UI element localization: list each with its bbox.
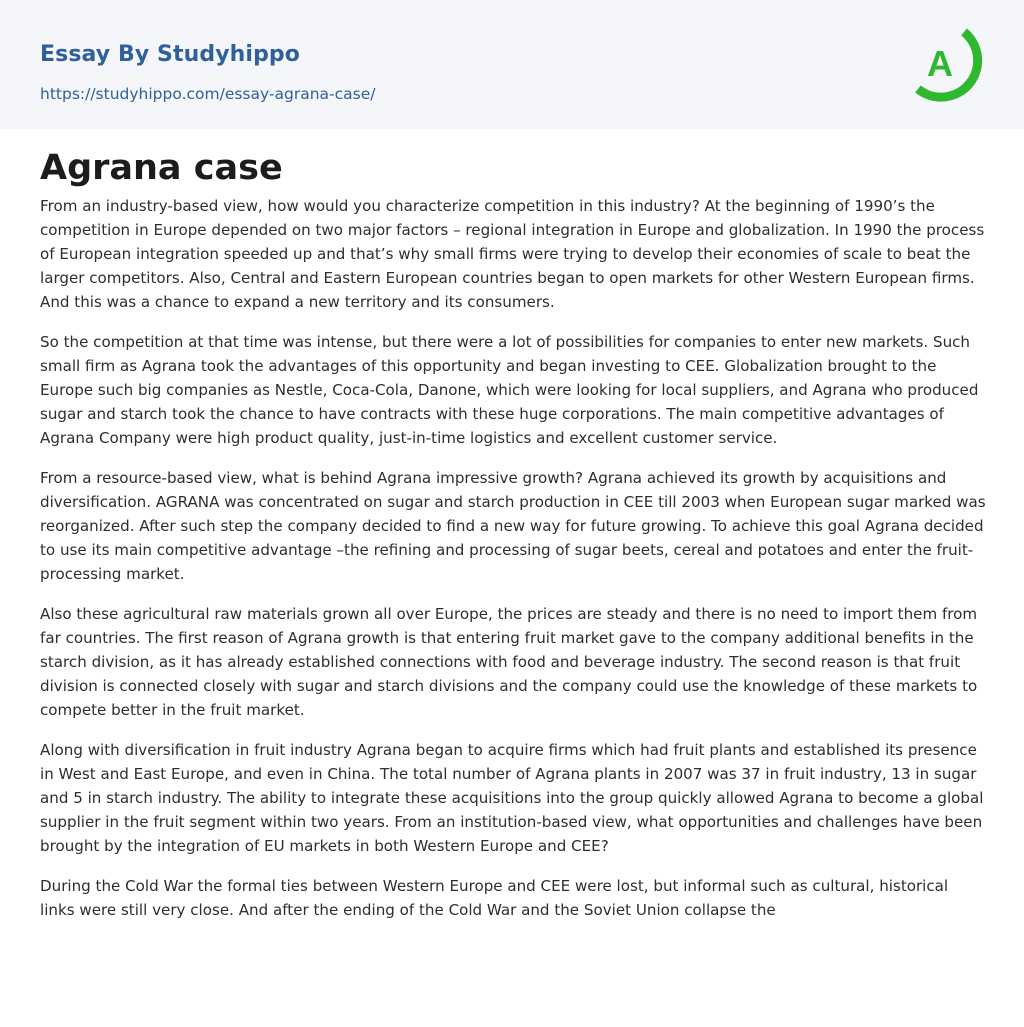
essay-body (40, 194, 986, 938)
essay-paragraph: From an industry-based view, how would you characterize competition in this industry? At the beginning of 1990’s the competition in Europe depended on two major factors – regional integration in Europe and globalization. In 1990 the process of European integration speeded up and that’s why small firms were trying to develop their economies of scale to beat the larger competitors. Also, Central and Eastern European countries began to open markets for other Western European firms. And this was a chance to expand a new territory and its consumers. (40, 197, 985, 311)
essay-paragraph: So the competition at that time was intense, but there were a lot of possibilities for companies to enter new markets. Such small firm as Agrana took the advantages of this opportunity and began investing to CEE. Globalization brought to the Europe such big companies as Nestle, Coca-Cola, Danone, which were looking for local suppliers, and Agrana who produced sugar and starch took the chance to have contracts with these huge corporations. The main competitive advantages of Agrana Company were high product quality, just-in-time logistics and excellent customer service. (40, 333, 979, 447)
essay-paragraph: From a resource-based view, what is behind Agrana impressive growth? Agrana achieved its growth by acquisitions and diversification. AGRANA was concentrated on sugar and starch production in CEE till 2003 when European sugar marked was reorganized. After such step the company decided to find a new way for future growing. To achieve this goal Agrana decided to use its main competitive advantage –the refining and processing of sugar beets, cereal and potatoes and enter the fruit-processing market. (40, 469, 986, 583)
page-title: Agrana case (40, 148, 283, 188)
logo-letter: A (927, 43, 953, 84)
studyhippo-logo-icon[interactable] (908, 17, 988, 107)
site-brand[interactable]: Essay By Studyhippo (40, 42, 300, 67)
essay-paragraph: Also these agricultural raw materials grown all over Europe, the prices are steady and there is no need to import them from far countries. The first reason of Agrana growth is that entering fruit market gave to the company additional benefits in the starch division, as it has already established connections with food and beverage industry. The second reason is that fruit division is connected closely with sugar and starch divisions and the company could use the knowledge of these markets to compete better in the fruit market. (40, 605, 978, 719)
essay-url-link[interactable]: https://studyhippo.com/essay-agrana-case/ (40, 85, 376, 103)
essay-paragraph: During the Cold War the formal ties between Western Europe and CEE were lost, but informal such as cultural, historical links were still very close. And after the ending of the Cold War and the Soviet Union collapse the (40, 877, 949, 919)
site-header (0, 0, 1024, 129)
essay-paragraph: Along with diversification in fruit industry Agrana began to acquire firms which had fruit plants and established its presence in West and East Europe, and even in China. The total number of Agrana plants in 2007 was 37 in fruit industry, 13 in sugar and 5 in starch industry. The ability to integrate these acquisitions into the group quickly allowed Agrana to become a global supplier in the fruit segment within two years. From an institution-based view, what opportunities and challenges have been brought by the integration of EU markets in both Western Europe and CEE? (40, 741, 984, 855)
